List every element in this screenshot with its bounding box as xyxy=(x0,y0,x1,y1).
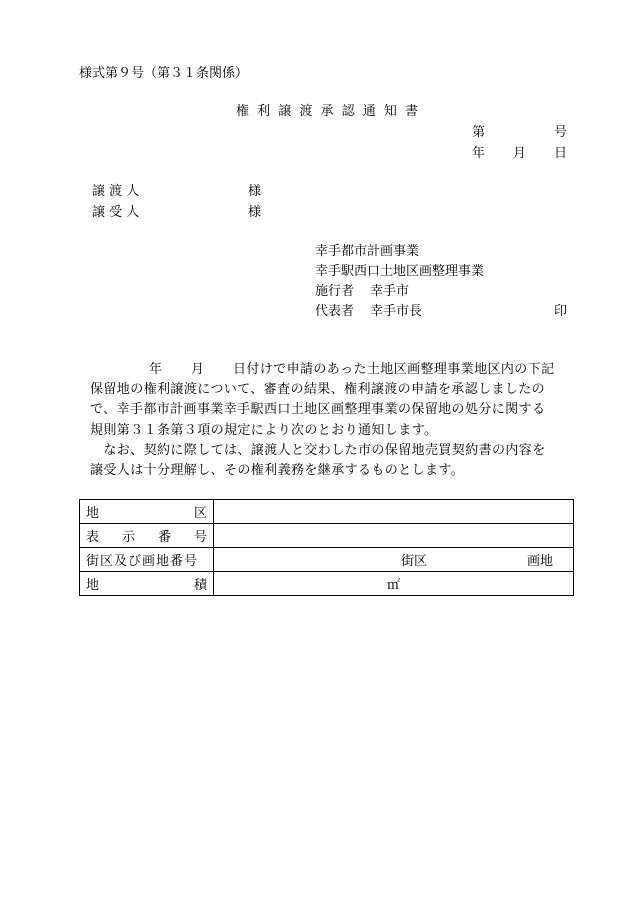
display-number-value xyxy=(214,524,574,548)
date-month: 月 xyxy=(513,146,527,161)
transferor-label: 譲 渡 人 xyxy=(92,184,140,199)
body-line-3: で、幸手都市計画事業幸手駅西口土地区画整理事業の保留地の処分に関する xyxy=(90,402,546,417)
block-lot-label: 街区及び画地番号 xyxy=(80,548,214,572)
body-line-5: なお、契約に際しては、譲渡人と交わした市の保留地売買契約書の内容を xyxy=(90,443,546,458)
date-day: 日 xyxy=(554,146,568,161)
transferee-honorific: 様 xyxy=(248,205,262,220)
body-date-month: 月 xyxy=(191,362,205,377)
display-number-label: 表 示 番 号 xyxy=(80,524,214,548)
form-label: 様式第９号（第３１条関係） xyxy=(79,66,249,81)
date-year: 年 xyxy=(472,146,486,161)
issuer-project: 幸手都市計画事業 xyxy=(315,244,420,259)
body-line-4: 規則第３１条第３項の規定により次のとおり通知します。 xyxy=(90,423,438,438)
body-date-year: 年 xyxy=(149,362,163,377)
issuer-sub-project: 幸手駅西口土地区画整理事業 xyxy=(315,264,485,279)
number-suffix: 号 xyxy=(554,125,568,140)
issuer-executor-label: 施行者 xyxy=(315,284,355,299)
area-value xyxy=(214,572,574,596)
table-row xyxy=(80,548,574,572)
district-value xyxy=(214,500,574,524)
issuer-rep-label: 代表者 xyxy=(315,304,355,319)
table-row xyxy=(80,500,574,524)
block-unit: 街区 xyxy=(400,554,427,569)
table-row xyxy=(80,572,574,596)
district-label: 地 区 xyxy=(80,500,214,524)
block-lot-value xyxy=(214,548,574,572)
transferee-label: 譲 受 人 xyxy=(92,205,140,220)
document-title: 権 利 譲 渡 承 認 通 知 書 xyxy=(236,104,421,119)
body-line-6: 譲受人は十分理解し、その権利義務を継承するものとします。 xyxy=(90,463,465,478)
lot-unit: 画地 xyxy=(526,554,553,569)
body-line-2: 保留地の権利譲渡について、審査の結果、権利譲渡の申請を承認しましたの xyxy=(90,382,546,397)
seal-mark: 印 xyxy=(554,304,568,319)
table-row xyxy=(80,524,574,548)
transferor-honorific: 様 xyxy=(248,184,262,199)
area-unit: ㎡ xyxy=(386,578,400,593)
number-prefix: 第 xyxy=(472,125,486,140)
body-line-1: 日付けで申請のあった土地区画整理事業地区内の下記 xyxy=(233,362,555,377)
parcel-table xyxy=(79,499,574,596)
area-label: 地 積 xyxy=(80,572,214,596)
issuer-rep-name: 幸手市長 xyxy=(370,304,423,319)
issuer-executor-name: 幸手市 xyxy=(370,284,410,299)
